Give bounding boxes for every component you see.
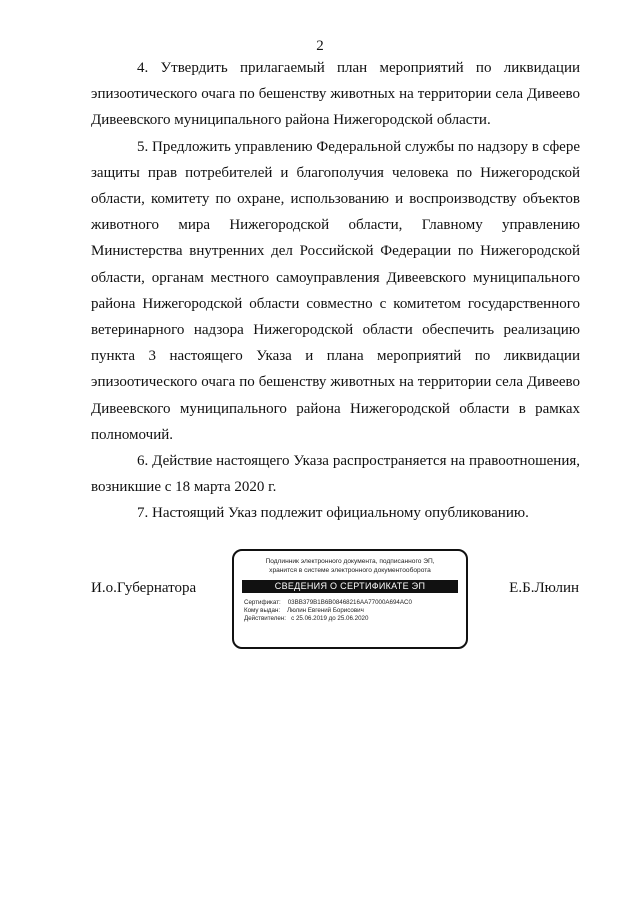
certificate-row: [244, 599, 466, 607]
issued-to-row: [244, 607, 466, 615]
signatory-name: Е.Б.Люлин: [509, 580, 579, 596]
stamp-header-line-1: Подлинник электронного документа, подписанного ЭП,: [265, 558, 435, 565]
electronic-signature-stamp: [232, 549, 468, 649]
stamp-header: [234, 557, 466, 575]
document-body: [91, 55, 580, 527]
paragraph-5: 5. Предложить управлению Федеральной службы по надзору в сфере защиты прав потребителей и благополучия человека по Нижегородской области, комитету по охране, использованию и воспроизводству объектов животного мира Нижегородской области, Главному управлению Министерства внутренних дел Российской Федерации по Нижегородской области, органам местного самоуправления Дивеевского муниципального района Нижегородской области совместно с комитетом государственного ветеринарного надзора Нижегородской области обеспечить реализацию пункта 3 настоящего Указа и плана мероприятий по ликвидации эпизоотического очага по бешенству животных на территории села Дивеево Дивеевского муниципального района Нижегородской области в рамках полномочий.: [91, 138, 580, 443]
stamp-details: [244, 599, 466, 623]
paragraph-4: 4. Утвердить прилагаемый план мероприятий по ликвидации эпизоотического очага по бешенству животных на территории села Дивеево Дивеевского муниципального района Нижегородской области.: [91, 60, 580, 129]
issued-to-value: Люлин Евгений Борисович: [287, 607, 364, 614]
issued-to-label: Кому выдан:: [244, 607, 281, 614]
valid-value: с 25.06.2019 до 25.06.2020: [291, 615, 369, 622]
paragraph-6: 6. Действие настоящего Указа распространяется на правоотношения, возникшие с 18 марта 2020 г.: [91, 453, 580, 496]
certificate-label: Сертификат:: [244, 599, 281, 606]
valid-label: Действителен:: [244, 615, 286, 622]
signatory-position: И.о.Губернатора: [91, 580, 197, 596]
paragraph-7: 7. Настоящий Указ подлежит официальному опубликованию.: [137, 505, 529, 522]
stamp-header-line-2: хранится в системе электронного документооборота: [269, 567, 431, 574]
certificate-value: 03BB379B1B6B08468216AA77000A694AC0: [287, 599, 412, 606]
valid-row: [244, 615, 466, 623]
stamp-title: СВЕДЕНИЯ О СЕРТИФИКАТЕ ЭП: [242, 580, 458, 593]
page-number: 2: [316, 38, 324, 54]
